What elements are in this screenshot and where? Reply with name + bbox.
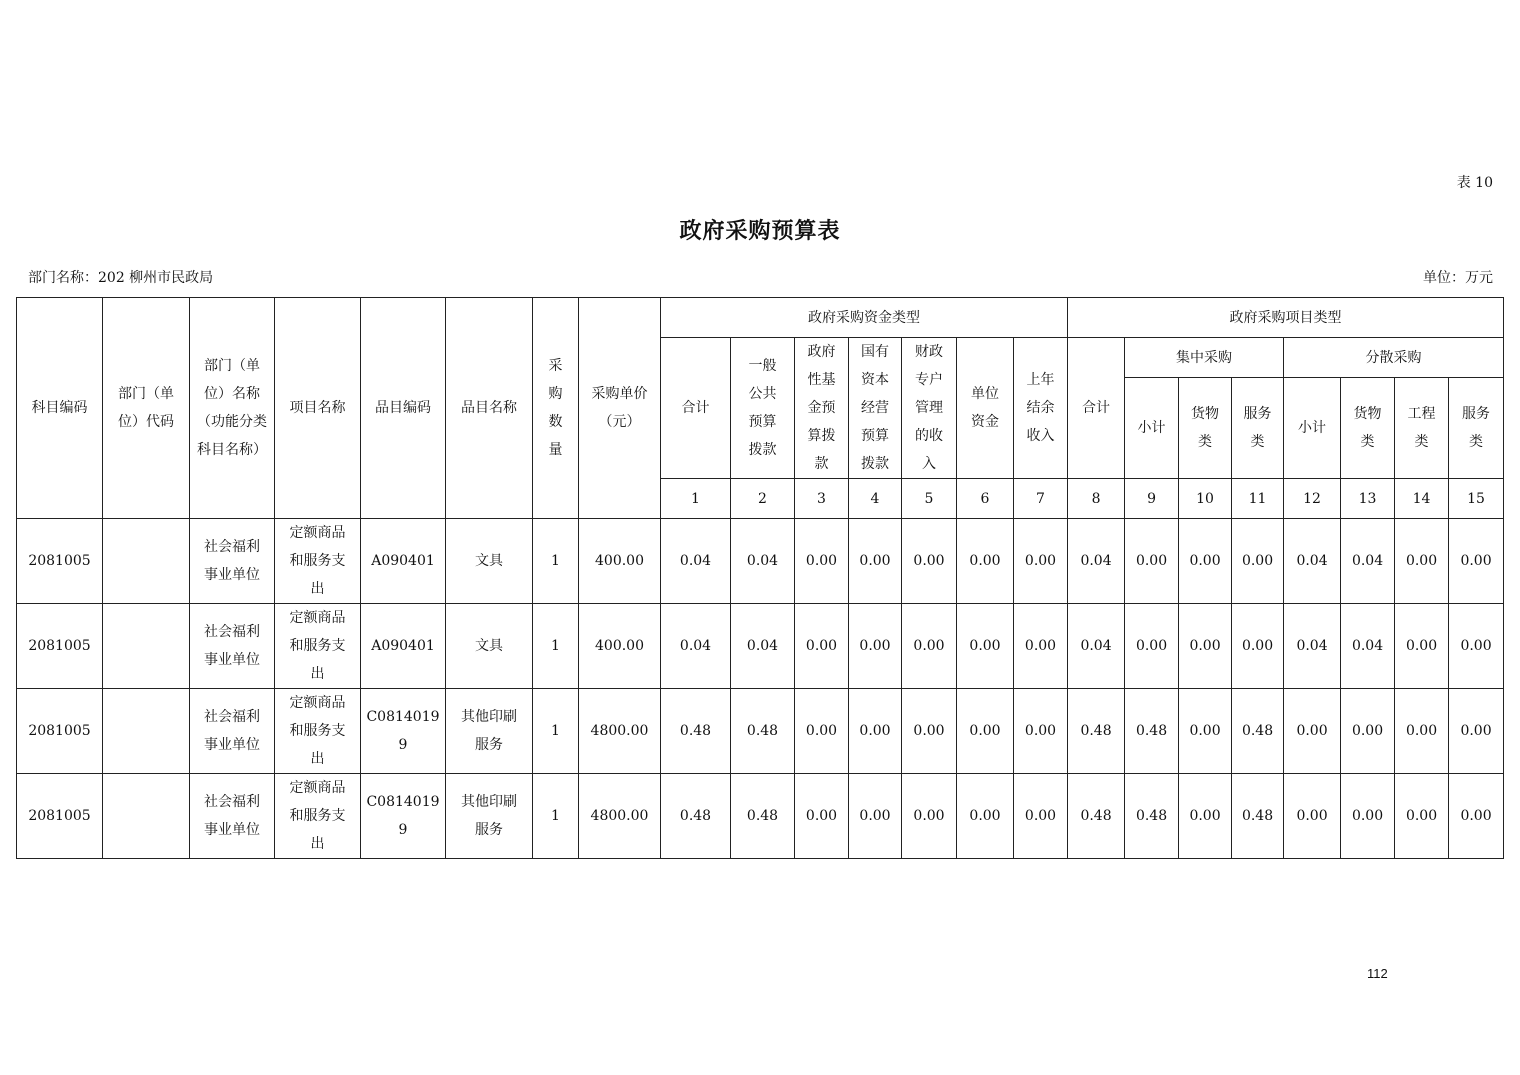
amount-cell: 0.00 bbox=[902, 604, 957, 689]
cell-line: 社会福利 bbox=[204, 539, 260, 555]
cell-line: C0814019 bbox=[366, 794, 440, 810]
amount-cell: 0.00 bbox=[1179, 604, 1232, 689]
cell-line: 9 bbox=[398, 822, 408, 838]
amount-cell: 0.00 bbox=[1341, 774, 1395, 859]
unit-price-cell: 4800.00 bbox=[579, 774, 661, 859]
item-name-cell bbox=[446, 774, 533, 859]
table-body bbox=[17, 519, 1504, 859]
amount-cell: 0.04 bbox=[731, 519, 795, 604]
amount-cell: 0.00 bbox=[1014, 604, 1068, 689]
header-d-services: 服务类 bbox=[1449, 378, 1504, 479]
column-index: 12 bbox=[1284, 479, 1341, 519]
header-d-subtotal: 小计 bbox=[1284, 378, 1341, 479]
unit-price-cell: 400.00 bbox=[579, 604, 661, 689]
subject-code-cell: 2081005 bbox=[17, 774, 103, 859]
column-index: 9 bbox=[1125, 479, 1179, 519]
table-number: 表 10 bbox=[1456, 175, 1493, 191]
header-item-code: 品目编码 bbox=[361, 298, 446, 519]
amount-cell: 0.00 bbox=[849, 774, 902, 859]
amount-cell: 0.00 bbox=[1284, 689, 1341, 774]
header-project-type-group: 政府采购项目类型 bbox=[1068, 298, 1504, 338]
amount-cell: 0.00 bbox=[1179, 689, 1232, 774]
quantity-cell: 1 bbox=[533, 689, 579, 774]
header-dept-code: 部门（单位）代码 bbox=[103, 298, 190, 519]
header-project-total: 合计 bbox=[1068, 338, 1125, 479]
column-index: 13 bbox=[1341, 479, 1395, 519]
dept-name-cell bbox=[190, 519, 275, 604]
dept-code-cell bbox=[103, 604, 190, 689]
cell-line: 出 bbox=[310, 666, 325, 682]
header-project-name: 项目名称 bbox=[275, 298, 361, 519]
project-name-cell bbox=[275, 604, 361, 689]
amount-cell: 0.00 bbox=[1341, 689, 1395, 774]
column-index: 4 bbox=[849, 479, 902, 519]
item-code-cell bbox=[361, 519, 446, 604]
table-row bbox=[17, 519, 1504, 604]
table-row bbox=[17, 604, 1504, 689]
header-centralized: 集中采购 bbox=[1125, 338, 1284, 378]
header-state-capital: 国有资本经营预算拨款 bbox=[849, 338, 902, 479]
column-index: 15 bbox=[1449, 479, 1504, 519]
amount-cell: 0.00 bbox=[1395, 604, 1449, 689]
amount-cell: 0.00 bbox=[1284, 774, 1341, 859]
cell-line: 和服务支 bbox=[289, 808, 346, 824]
amount-cell: 0.00 bbox=[1179, 774, 1232, 859]
header-d-goods: 货物类 bbox=[1341, 378, 1395, 479]
table-row bbox=[17, 774, 1504, 859]
amount-cell: 0.00 bbox=[1014, 519, 1068, 604]
item-code-cell bbox=[361, 689, 446, 774]
cell-line: 出 bbox=[310, 581, 325, 597]
header-prior-surplus: 上年结余收入 bbox=[1014, 338, 1068, 479]
column-index: 5 bbox=[902, 479, 957, 519]
cell-line: A090401 bbox=[371, 638, 435, 654]
amount-cell: 0.00 bbox=[849, 604, 902, 689]
page-title: 政府采购预算表 bbox=[679, 218, 841, 244]
amount-cell: 0.00 bbox=[1179, 519, 1232, 604]
amount-cell: 0.00 bbox=[849, 519, 902, 604]
amount-cell: 0.48 bbox=[731, 689, 795, 774]
subject-code-cell: 2081005 bbox=[17, 604, 103, 689]
cell-line: 定额商品 bbox=[289, 780, 346, 796]
amount-cell: 0.00 bbox=[795, 604, 849, 689]
unit-price-cell: 4800.00 bbox=[579, 689, 661, 774]
cell-line: 事业单位 bbox=[204, 567, 260, 583]
amount-cell: 0.00 bbox=[902, 519, 957, 604]
amount-cell: 0.00 bbox=[902, 689, 957, 774]
header-fund-total: 合计 bbox=[661, 338, 731, 479]
cell-line: 定额商品 bbox=[289, 610, 346, 626]
amount-cell: 0.04 bbox=[1068, 604, 1125, 689]
header-special-account: 财政专户管理的收入 bbox=[902, 338, 957, 479]
item-name-cell bbox=[446, 604, 533, 689]
amount-cell: 0.00 bbox=[957, 604, 1014, 689]
cell-line: 服务 bbox=[475, 737, 503, 753]
header-gov-fund: 政府性基金预算拨款 bbox=[795, 338, 849, 479]
amount-cell: 0.04 bbox=[1341, 604, 1395, 689]
project-name-cell bbox=[275, 774, 361, 859]
cell-line: 文具 bbox=[475, 553, 503, 569]
header-fund-type-group: 政府采购资金类型 bbox=[661, 298, 1068, 338]
quantity-cell: 1 bbox=[533, 774, 579, 859]
header-quantity: 采购数量 bbox=[533, 298, 579, 519]
amount-cell: 0.48 bbox=[661, 774, 731, 859]
column-index: 10 bbox=[1179, 479, 1232, 519]
amount-cell: 0.00 bbox=[1449, 774, 1504, 859]
header-c-services: 服务类 bbox=[1232, 378, 1284, 479]
table-header bbox=[17, 298, 1504, 519]
header-subject-code: 科目编码 bbox=[17, 298, 103, 519]
amount-cell: 0.00 bbox=[1232, 604, 1284, 689]
quantity-cell: 1 bbox=[533, 519, 579, 604]
dept-code-cell bbox=[103, 689, 190, 774]
amount-cell: 0.48 bbox=[1068, 689, 1125, 774]
item-code-cell bbox=[361, 774, 446, 859]
amount-cell: 0.00 bbox=[1125, 604, 1179, 689]
header-d-works: 工程类 bbox=[1395, 378, 1449, 479]
cell-line: 出 bbox=[310, 836, 325, 852]
amount-cell: 0.00 bbox=[902, 774, 957, 859]
amount-cell: 0.00 bbox=[795, 689, 849, 774]
cell-line: 定额商品 bbox=[289, 695, 346, 711]
cell-line: 和服务支 bbox=[289, 638, 346, 654]
header-general-budget: 一般公共预算拨款 bbox=[731, 338, 795, 479]
cell-line: 其他印刷 bbox=[461, 794, 517, 810]
unit-label: 单位：万元 bbox=[1423, 270, 1493, 286]
cell-line: 和服务支 bbox=[289, 553, 346, 569]
header-c-goods: 货物类 bbox=[1179, 378, 1232, 479]
column-index: 11 bbox=[1232, 479, 1284, 519]
amount-cell: 0.48 bbox=[1232, 774, 1284, 859]
cell-line: 事业单位 bbox=[204, 652, 260, 668]
column-index: 3 bbox=[795, 479, 849, 519]
amount-cell: 0.48 bbox=[1125, 774, 1179, 859]
unit-price-cell: 400.00 bbox=[579, 519, 661, 604]
amount-cell: 0.00 bbox=[1449, 519, 1504, 604]
project-name-cell bbox=[275, 689, 361, 774]
amount-cell: 0.04 bbox=[1284, 519, 1341, 604]
cell-line: 其他印刷 bbox=[461, 709, 517, 725]
department-label: 部门名称：202 柳州市民政局 bbox=[28, 270, 214, 286]
item-code-cell bbox=[361, 604, 446, 689]
amount-cell: 0.00 bbox=[1014, 774, 1068, 859]
column-index: 2 bbox=[731, 479, 795, 519]
header-decentralized: 分散采购 bbox=[1284, 338, 1504, 378]
dept-name-cell bbox=[190, 604, 275, 689]
cell-line: A090401 bbox=[371, 553, 435, 569]
project-name-cell bbox=[275, 519, 361, 604]
page-number: 112 bbox=[1367, 966, 1388, 981]
amount-cell: 0.00 bbox=[1395, 774, 1449, 859]
procurement-budget-table bbox=[16, 297, 1504, 859]
amount-cell: 0.00 bbox=[1449, 604, 1504, 689]
amount-cell: 0.00 bbox=[1232, 519, 1284, 604]
subject-code-cell: 2081005 bbox=[17, 519, 103, 604]
dept-name-cell bbox=[190, 689, 275, 774]
column-index: 14 bbox=[1395, 479, 1449, 519]
amount-cell: 0.48 bbox=[1068, 774, 1125, 859]
amount-cell: 0.00 bbox=[1449, 689, 1504, 774]
header-unit-funds: 单位资金 bbox=[957, 338, 1014, 479]
cell-line: 9 bbox=[398, 737, 408, 753]
amount-cell: 0.00 bbox=[1014, 689, 1068, 774]
amount-cell: 0.00 bbox=[849, 689, 902, 774]
column-index: 8 bbox=[1068, 479, 1125, 519]
amount-cell: 0.00 bbox=[795, 774, 849, 859]
amount-cell: 0.48 bbox=[661, 689, 731, 774]
cell-line: 服务 bbox=[475, 822, 503, 838]
amount-cell: 0.48 bbox=[1232, 689, 1284, 774]
amount-cell: 0.04 bbox=[661, 604, 731, 689]
amount-cell: 0.04 bbox=[661, 519, 731, 604]
cell-line: 和服务支 bbox=[289, 723, 346, 739]
amount-cell: 0.48 bbox=[1125, 689, 1179, 774]
header-c-subtotal: 小计 bbox=[1125, 378, 1179, 479]
cell-line: 出 bbox=[310, 751, 325, 767]
cell-line: 社会福利 bbox=[204, 794, 260, 810]
amount-cell: 0.04 bbox=[1284, 604, 1341, 689]
subject-code-cell: 2081005 bbox=[17, 689, 103, 774]
column-index: 6 bbox=[957, 479, 1014, 519]
amount-cell: 0.00 bbox=[1395, 689, 1449, 774]
column-index: 1 bbox=[661, 479, 731, 519]
quantity-cell: 1 bbox=[533, 604, 579, 689]
cell-line: 定额商品 bbox=[289, 525, 346, 541]
amount-cell: 0.00 bbox=[1125, 519, 1179, 604]
amount-cell: 0.00 bbox=[957, 774, 1014, 859]
amount-cell: 0.00 bbox=[795, 519, 849, 604]
header-item-name: 品目名称 bbox=[446, 298, 533, 519]
cell-line: 事业单位 bbox=[204, 822, 260, 838]
cell-line: 社会福利 bbox=[204, 624, 260, 640]
amount-cell: 0.48 bbox=[731, 774, 795, 859]
table-row bbox=[17, 689, 1504, 774]
header-dept-name: 部门（单位）名称（功能分类科目名称） bbox=[190, 298, 275, 519]
item-name-cell bbox=[446, 519, 533, 604]
item-name-cell bbox=[446, 689, 533, 774]
cell-line: 文具 bbox=[475, 638, 503, 654]
amount-cell: 0.00 bbox=[957, 519, 1014, 604]
dept-code-cell bbox=[103, 519, 190, 604]
dept-code-cell bbox=[103, 774, 190, 859]
amount-cell: 0.04 bbox=[1341, 519, 1395, 604]
amount-cell: 0.00 bbox=[1395, 519, 1449, 604]
amount-cell: 0.04 bbox=[1068, 519, 1125, 604]
dept-name-cell bbox=[190, 774, 275, 859]
cell-line: C0814019 bbox=[366, 709, 440, 725]
cell-line: 事业单位 bbox=[204, 737, 260, 753]
cell-line: 社会福利 bbox=[204, 709, 260, 725]
header-unit-price: 采购单价（元） bbox=[579, 298, 661, 519]
amount-cell: 0.04 bbox=[731, 604, 795, 689]
column-index: 7 bbox=[1014, 479, 1068, 519]
amount-cell: 0.00 bbox=[957, 689, 1014, 774]
